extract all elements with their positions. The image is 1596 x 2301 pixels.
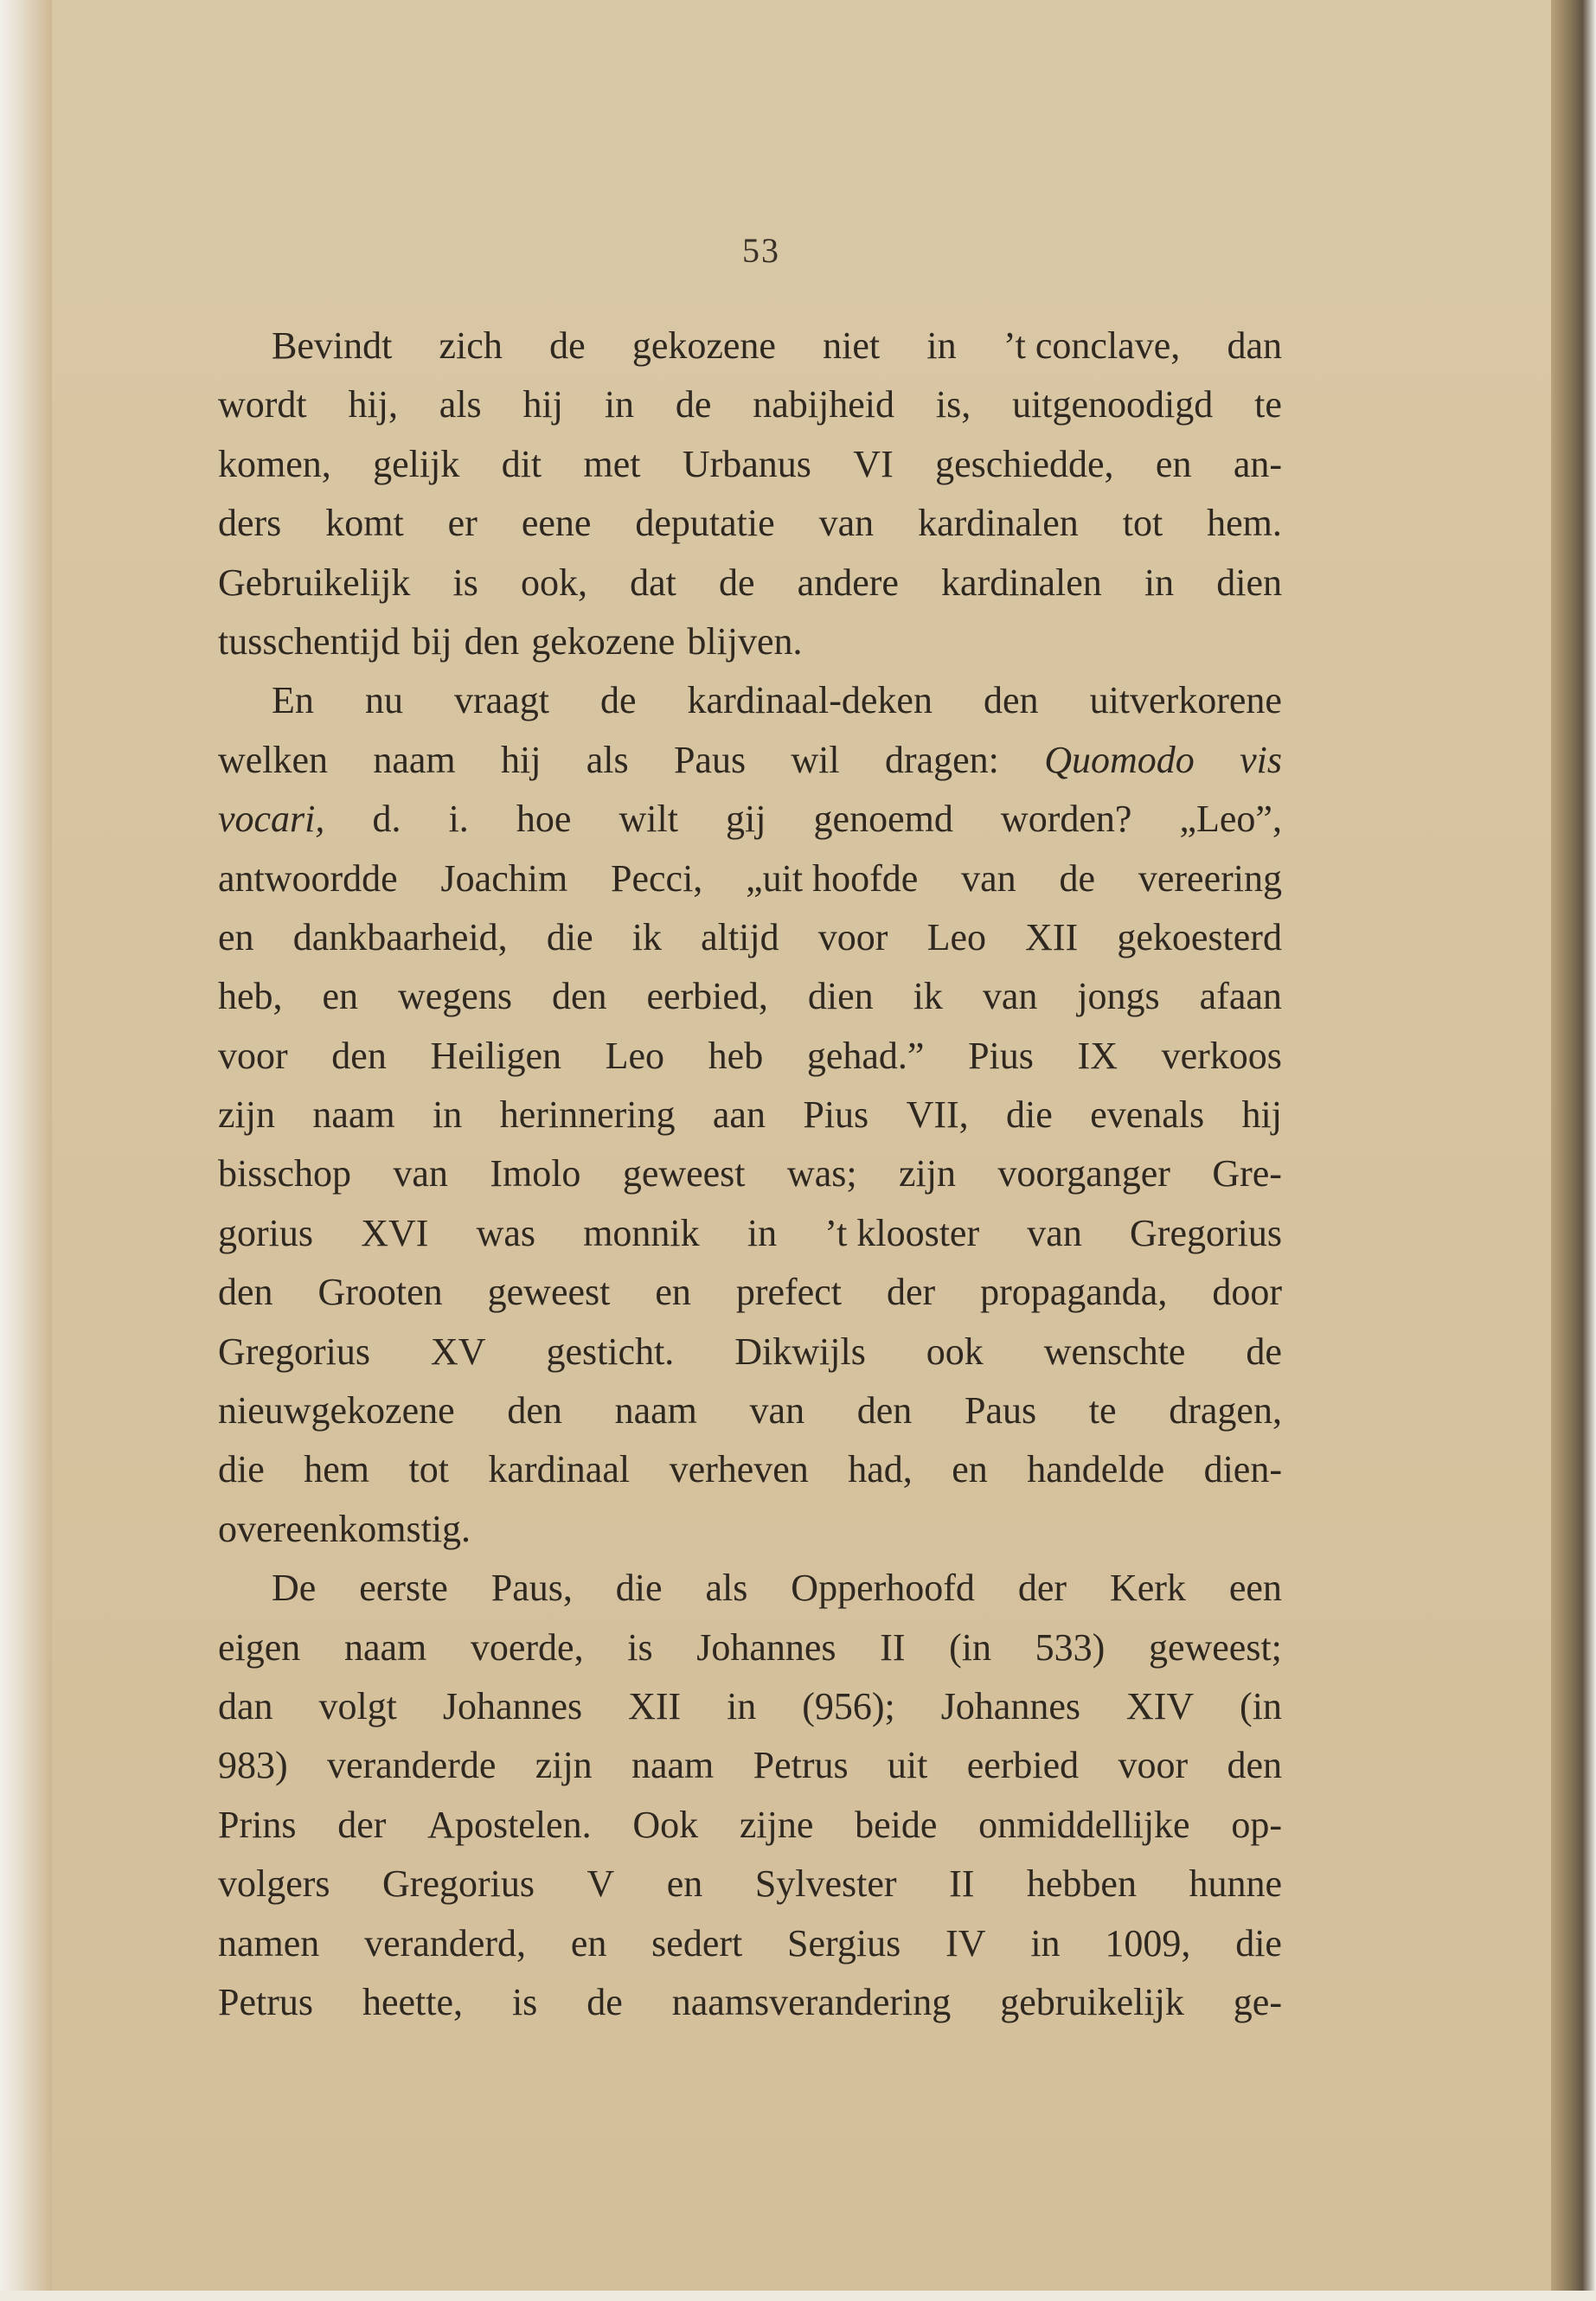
word: Paus [964, 1389, 1037, 1433]
word: volgt [318, 1684, 397, 1727]
word: dit [501, 442, 542, 485]
word: d. [372, 798, 401, 841]
word: in [433, 1093, 463, 1137]
text-line [218, 671, 1282, 730]
word: in [1030, 1921, 1061, 1965]
word: van [1027, 1211, 1082, 1254]
word: is [627, 1625, 653, 1669]
word: Prins [218, 1803, 297, 1846]
text-line [218, 1500, 1282, 1559]
word: beide [855, 1803, 938, 1846]
word: naam [373, 738, 456, 781]
word: wegens [398, 975, 512, 1018]
word: antwoordde [218, 856, 398, 900]
word: (in [949, 1625, 992, 1669]
word: verkoos [1161, 1034, 1282, 1077]
word: uitgenoodigd [1012, 383, 1214, 426]
word: ik [913, 975, 943, 1018]
word: kardinaal [488, 1448, 631, 1491]
word: wenschte [1043, 1330, 1186, 1373]
text-line [218, 1263, 1282, 1322]
word: Johannes [442, 1684, 583, 1727]
word: nu [364, 679, 403, 722]
word: ders [218, 502, 282, 545]
word: En [272, 679, 314, 722]
word: vraagt [453, 679, 549, 722]
word: in [926, 324, 957, 367]
word: geschiedde, [935, 442, 1114, 485]
word: als [705, 1567, 748, 1610]
word: van [982, 975, 1038, 1018]
word: Bevindt [272, 324, 393, 367]
word: Pecci, [611, 856, 703, 900]
word: en [666, 1862, 703, 1906]
word: Joachim [440, 856, 568, 900]
word: naam [614, 1389, 697, 1433]
word: de [586, 1980, 623, 2023]
text-line [218, 1440, 1282, 1499]
word: (in [1240, 1684, 1282, 1727]
word: in [604, 383, 635, 426]
word: an- [1233, 442, 1282, 485]
text-line [218, 790, 1282, 849]
word: de [675, 383, 712, 426]
body-text [218, 317, 1282, 2032]
word: ik [631, 915, 662, 958]
word: ge- [1233, 1980, 1282, 2023]
word: hij [522, 383, 563, 426]
text-line [218, 1086, 1282, 1144]
word: II [880, 1625, 906, 1669]
word: gebruikelijk [1000, 1980, 1184, 2023]
word: der [1017, 1567, 1067, 1610]
page-left-edge [0, 0, 52, 2301]
word: tot [408, 1448, 449, 1491]
text-line [218, 1559, 1282, 1618]
word: naam [631, 1744, 715, 1787]
word: de [549, 324, 586, 367]
word: XV [430, 1330, 486, 1373]
text-line [218, 1027, 1282, 1086]
word: aan [712, 1093, 766, 1137]
word: kardinaal-deken [687, 679, 933, 722]
text-line [218, 1204, 1282, 1263]
word: „uit hoofde [746, 856, 919, 900]
word: De [272, 1567, 317, 1610]
word: evenals [1090, 1093, 1205, 1137]
word: hij, [348, 383, 398, 426]
word: de [1059, 856, 1096, 900]
word: volgers [218, 1862, 330, 1906]
word: was [476, 1211, 536, 1254]
word: dankbaarheid, [292, 915, 508, 958]
word: worden? [1000, 798, 1132, 841]
word: IV [945, 1921, 986, 1965]
page-number: 53 [742, 231, 780, 270]
word: vis [1240, 738, 1282, 781]
word: van [749, 1389, 805, 1433]
word: veranderd, [364, 1921, 527, 1965]
word: geweest; [1148, 1625, 1282, 1669]
word: Pius [968, 1034, 1034, 1077]
word: zijn [535, 1744, 593, 1787]
word: uit [887, 1744, 928, 1787]
text-line [218, 908, 1282, 967]
word: den [551, 975, 607, 1018]
word: was; [786, 1152, 857, 1195]
word: hem. [1207, 502, 1282, 545]
word: niet [823, 324, 881, 367]
word: 533) [1035, 1625, 1106, 1669]
word: gekoesterd [1117, 915, 1282, 958]
word: die [218, 1448, 265, 1491]
word: te [1254, 383, 1282, 426]
word: bij [412, 619, 452, 663]
word: de [599, 679, 637, 722]
word: Ook [632, 1803, 699, 1846]
word: namen [218, 1921, 320, 1965]
word: ’t klooster [824, 1211, 980, 1254]
word: veranderde [326, 1744, 497, 1787]
word: dragen, [1169, 1389, 1282, 1433]
word: komt [325, 502, 404, 545]
word: heb, [218, 975, 283, 1018]
word: den [856, 1389, 913, 1433]
word: sedert [651, 1921, 743, 1965]
text-line [218, 731, 1282, 790]
word: naam [312, 1093, 395, 1137]
word: II [949, 1862, 975, 1906]
word: Petrus [753, 1744, 849, 1787]
word: voor [1118, 1744, 1189, 1787]
word: voerde, [470, 1625, 584, 1669]
word: eigen [218, 1625, 301, 1669]
word: 983) [218, 1744, 288, 1787]
page-right-edge [1551, 0, 1596, 2301]
word: bisschop [218, 1152, 351, 1195]
text-line [218, 1914, 1282, 1973]
word: ook, [521, 561, 587, 604]
word: dan [218, 1684, 273, 1727]
word: XIV [1125, 1684, 1195, 1727]
word: (956); [802, 1684, 895, 1727]
word: den [1227, 1744, 1282, 1787]
word: eerbied, [646, 975, 768, 1018]
word: gesticht. [546, 1330, 675, 1373]
word: „Leo”, [1179, 798, 1282, 841]
word: XII [628, 1684, 682, 1727]
word: Johannes [940, 1684, 1080, 1727]
text-line [218, 554, 1282, 612]
word: van [393, 1152, 448, 1195]
word: voorganger [997, 1152, 1170, 1195]
word: en [655, 1271, 691, 1314]
word: IX [1077, 1034, 1118, 1077]
word: Kerk [1109, 1567, 1186, 1610]
word: die [1006, 1093, 1053, 1137]
word: altijd [701, 915, 779, 958]
word: is [511, 1980, 538, 2023]
word: heb [708, 1034, 764, 1077]
word: ’t conclave, [1003, 324, 1181, 367]
word: geweest [622, 1152, 746, 1195]
word: Apostelen. [427, 1803, 592, 1846]
word: als [439, 383, 482, 426]
word: van [818, 502, 875, 545]
word: ook [926, 1330, 984, 1373]
word: vocari, [218, 798, 325, 841]
text-line [218, 435, 1282, 494]
word: hij [1241, 1093, 1282, 1137]
word: gelijk [373, 442, 460, 485]
word: Gregorius [1130, 1211, 1282, 1254]
word: Grooten [317, 1271, 443, 1314]
word: Heiligen [430, 1034, 561, 1077]
word: heette, [362, 1980, 463, 2023]
word: VI [853, 442, 894, 485]
word: den [218, 1271, 273, 1314]
word: wil [791, 738, 840, 781]
word: i. [448, 798, 469, 841]
word: uitverkorene [1089, 679, 1282, 722]
word: herinnering [499, 1093, 676, 1137]
word: Gregorius [218, 1330, 370, 1373]
word: den [507, 1389, 562, 1433]
word: voor [218, 1034, 288, 1077]
text-line [218, 317, 1282, 375]
word: V [586, 1862, 615, 1906]
text-line [218, 1973, 1282, 2032]
word: hij [500, 738, 542, 781]
word: der [337, 1803, 387, 1846]
word: een [1228, 1567, 1282, 1610]
word: monnik [583, 1211, 700, 1254]
word: en [952, 1448, 988, 1491]
word: XVI [361, 1211, 429, 1254]
word: Sergius [787, 1921, 901, 1965]
word: vereering [1138, 856, 1282, 900]
word: welken [218, 738, 329, 781]
word: Pius [803, 1093, 869, 1137]
word: Paus, [490, 1567, 573, 1610]
word: geweest [487, 1271, 611, 1314]
text-line [218, 1855, 1282, 1913]
word: zijn [898, 1152, 956, 1195]
word: tot [1122, 502, 1163, 545]
text-line [218, 849, 1282, 908]
text-line [218, 1736, 1282, 1795]
word: Leo [926, 915, 986, 958]
word: met [583, 442, 641, 485]
word: dan [1227, 324, 1282, 367]
word: hoe [516, 798, 572, 841]
word: andere [797, 561, 899, 604]
word: in [1144, 561, 1175, 604]
word: de [719, 561, 755, 604]
text-line [218, 1796, 1282, 1855]
word: propaganda, [980, 1271, 1168, 1314]
word: Urbanus [682, 442, 811, 485]
word: Gre- [1212, 1152, 1282, 1195]
word: door [1212, 1271, 1282, 1314]
word: verheven [669, 1448, 809, 1491]
word: nabijheid [753, 383, 895, 426]
word: afaan [1199, 975, 1282, 1018]
word: wordt [218, 383, 307, 426]
word: als [586, 738, 629, 781]
text-line [218, 1618, 1282, 1677]
word: zijne [739, 1803, 814, 1846]
word: prefect [735, 1271, 842, 1314]
word: had, [848, 1448, 913, 1491]
word: dien- [1203, 1448, 1282, 1491]
word: is [452, 561, 478, 604]
word: is, [935, 383, 971, 426]
word: eerste [359, 1567, 448, 1610]
word: Opperhoofd [791, 1567, 975, 1610]
word: die [546, 915, 593, 958]
word: Leo [605, 1034, 665, 1077]
word: dragen: [884, 738, 999, 781]
word: genoemd [813, 798, 953, 841]
word: eene [521, 502, 592, 545]
word: gekozene [531, 619, 676, 663]
word: den [984, 679, 1039, 722]
word: dien [807, 975, 874, 1018]
word: nieuwgekozene [218, 1389, 455, 1433]
word: voor [817, 915, 888, 958]
text-line [218, 967, 1282, 1026]
word: handelde [1027, 1448, 1165, 1491]
word: 1009, [1105, 1921, 1191, 1965]
word: dat [630, 561, 676, 604]
word: komen, [218, 442, 331, 485]
word: jongs [1077, 975, 1160, 1018]
word: den [331, 1034, 387, 1077]
word: gekozene [631, 324, 776, 367]
word: hunne [1189, 1862, 1282, 1906]
word: dien [1216, 561, 1282, 604]
word: onmiddellijke [978, 1803, 1190, 1846]
word: overeenkomstig. [218, 1507, 471, 1550]
word: gij [726, 798, 766, 841]
text-line [218, 494, 1282, 553]
word: naamsverandering [671, 1980, 952, 2023]
word: der [886, 1271, 936, 1314]
text-line [218, 1677, 1282, 1736]
word: Dikwijls [734, 1330, 866, 1373]
word: den [464, 619, 520, 663]
word: kardinalen [918, 502, 1079, 545]
word: er [447, 502, 478, 545]
word: op- [1231, 1803, 1282, 1846]
word: tusschentijd [218, 619, 401, 663]
word: hem [304, 1448, 369, 1491]
word: hebben [1026, 1862, 1137, 1906]
word: wilt [619, 798, 678, 841]
word: de [1246, 1330, 1282, 1373]
word: gorius [218, 1211, 313, 1254]
word: zich [439, 324, 503, 367]
word: en [218, 915, 254, 958]
word: VII, [906, 1093, 969, 1137]
word: deputatie [635, 502, 775, 545]
word: Imolo [490, 1152, 581, 1195]
text-line [218, 1381, 1282, 1440]
word: Paus [673, 738, 747, 781]
word: en [322, 975, 359, 1018]
word: zijn [218, 1093, 275, 1137]
word: en [570, 1921, 607, 1965]
word: Gregorius [382, 1862, 535, 1906]
word: naam [343, 1625, 427, 1669]
word: die [1235, 1921, 1282, 1965]
word: die [615, 1567, 663, 1610]
word: eerbied [966, 1744, 1080, 1787]
word: Quomodo [1044, 738, 1195, 781]
word: gehad.” [806, 1034, 925, 1077]
word: blijven. [687, 619, 803, 663]
word: in [747, 1211, 778, 1254]
word: Gebruikelijk [218, 561, 411, 604]
word: in [727, 1684, 757, 1727]
word: te [1088, 1389, 1117, 1433]
word: kardinalen [941, 561, 1102, 604]
word: en [1155, 442, 1192, 485]
word: Petrus [218, 1980, 313, 2023]
text-line [218, 612, 1282, 671]
text-line [218, 1323, 1282, 1381]
word: XII [1025, 915, 1079, 958]
text-line [218, 1144, 1282, 1203]
text-line [218, 375, 1282, 434]
word: Johannes [696, 1625, 836, 1669]
page-bottom-edge [0, 2291, 1596, 2301]
word: Sylvester [754, 1862, 897, 1906]
word: van [961, 856, 1016, 900]
